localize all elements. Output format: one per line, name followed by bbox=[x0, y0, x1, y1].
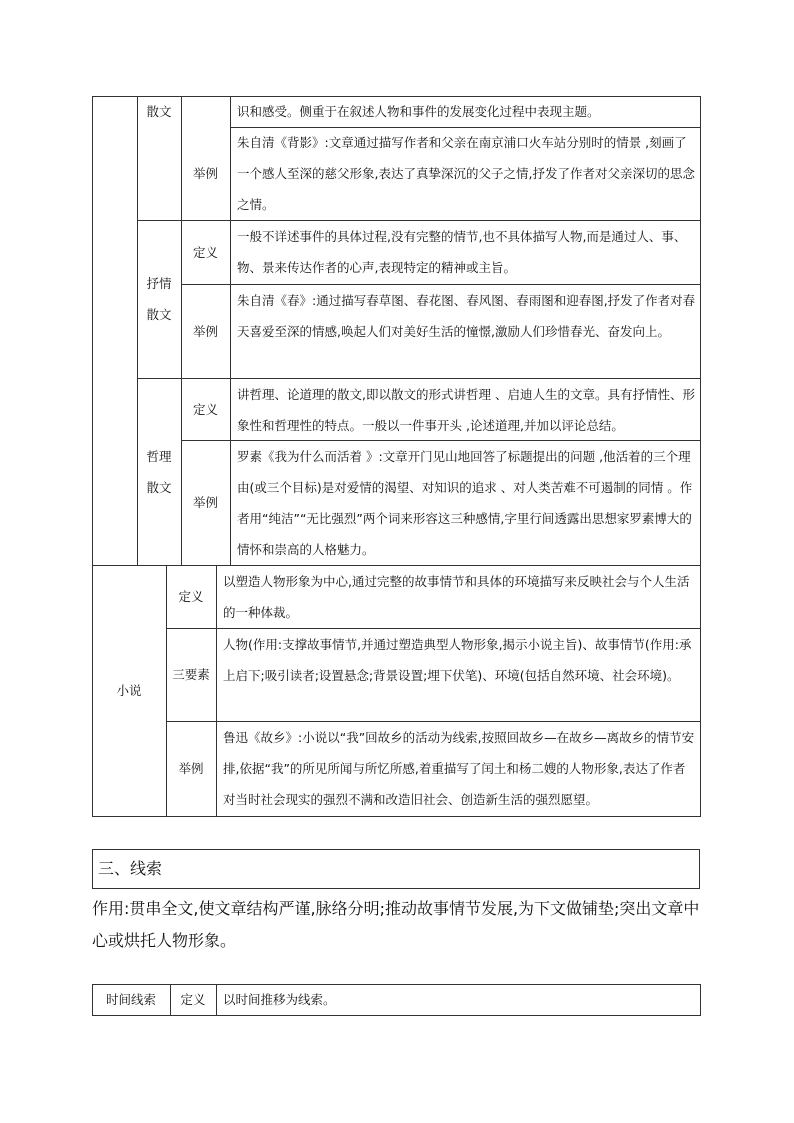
shuqing-sanwen-label: 抒情散文 bbox=[146, 276, 172, 322]
time-clue-definition-label: 定义 bbox=[180, 992, 206, 1007]
shuqing-example-text: 朱自清《春》:通过描写春草图、春花图、春风图、春雨图和迎春图,抒发了作者对春天喜爱至深的情感,唤起人们对美好生活的憧憬,激励人们珍惜春光、奋发向上。 bbox=[237, 293, 696, 339]
section-intro-paragraph: 作用:贯串全文,使文章结构严谨,脉络分明;推动故事情节发展,为下文做铺垫;突出文章中心或烘托人物形象。 bbox=[92, 899, 700, 950]
sanwen-example-label: 举例 bbox=[192, 166, 218, 181]
zheli-definition-label: 定义 bbox=[192, 401, 218, 417]
xiaoshuo-elements-label: 三要素 bbox=[172, 667, 210, 682]
zheli-example-text: 罗素《我为什么而活着 》:文章开门见山地回答了标题提出的问题 ,他活着的三个理由(或三个目标)是对爱情的渴望、对知识的追求 、对人类苦难不可遏制的同情 。作者用“纯洁”“无比强烈”两个词来形容这三种感情,字里行间透露出思想家罗素博大的情怀和崇高的人格魅力。 bbox=[237, 449, 693, 557]
shuqing-example-label: 举例 bbox=[192, 323, 218, 339]
xiaoshuo-elements-text: 人物(作用:支撑故事情节,并通过塑造典型人物形象,揭示小说主旨)、故事情节(作用:承上启下;吸引读者;设置悬念;背景设置;埋下伏笔)、环境(包括自然环境、社会环境)。 bbox=[223, 637, 692, 683]
section-heading: 三、线索 bbox=[92, 849, 700, 889]
xiaoshuo-example-text: 鲁迅《故乡》:小说以“我”回故乡的活动为线索,按照回故乡—在故乡—离故乡的情节安排,依据“我”的所见所闻与所忆所感,着重描写了闰土和杨二嫂的人物形象,表达了作者对当时社会现实的强烈不满和改造旧社会、创造新生活的强烈愿望。 bbox=[223, 730, 695, 807]
zheli-example-label: 举例 bbox=[192, 495, 218, 510]
sanwen-definition-text: 识和感受。侧重于在叙述人物和事件的发展变化过程中表现主题。 bbox=[237, 104, 600, 119]
shuqing-definition-label: 定义 bbox=[192, 244, 218, 260]
shuqing-definition-text: 一般不详述事件的具体过程,没有完整的情节,也不具体描写人物,而是通过人、事、物、景来传达作者的心声,表现特定的精神或主旨。 bbox=[237, 229, 687, 275]
sanwen-example-text: 朱自清《背影》:文章通过描写作者和父亲在南京浦口火车站分别时的情景 ,刻画了一个感人至深的慈父形象,表达了真挚深沉的父子之情,抒发了作者对父亲深切的思念之情。 bbox=[237, 135, 695, 212]
zheli-definition-text: 讲哲理、论道理的散文,即以散文的形式讲哲理 、启迪人生的文章。具有抒情性、形象性和哲理性的特点。一般以一件事开头 ,论述道理,并加以评论总结。 bbox=[237, 387, 695, 433]
sanwen-label: 散文 bbox=[146, 104, 172, 119]
time-clue-definition-text: 以时间推移为线索。 bbox=[223, 992, 336, 1007]
time-clue-label: 时间线索 bbox=[105, 992, 156, 1007]
zheli-sanwen-label: 哲理散文 bbox=[146, 448, 172, 495]
xiaoshuo-definition-text: 以塑造人物形象为中心,通过完整的故事情节和具体的环境描写来反映社会与个人生活的一种体裁。 bbox=[223, 574, 690, 620]
xiaoshuo-label: 小说 bbox=[116, 683, 142, 698]
xiaoshuo-definition-label: 定义 bbox=[178, 589, 204, 604]
xiaoshuo-example-label: 举例 bbox=[178, 761, 204, 776]
